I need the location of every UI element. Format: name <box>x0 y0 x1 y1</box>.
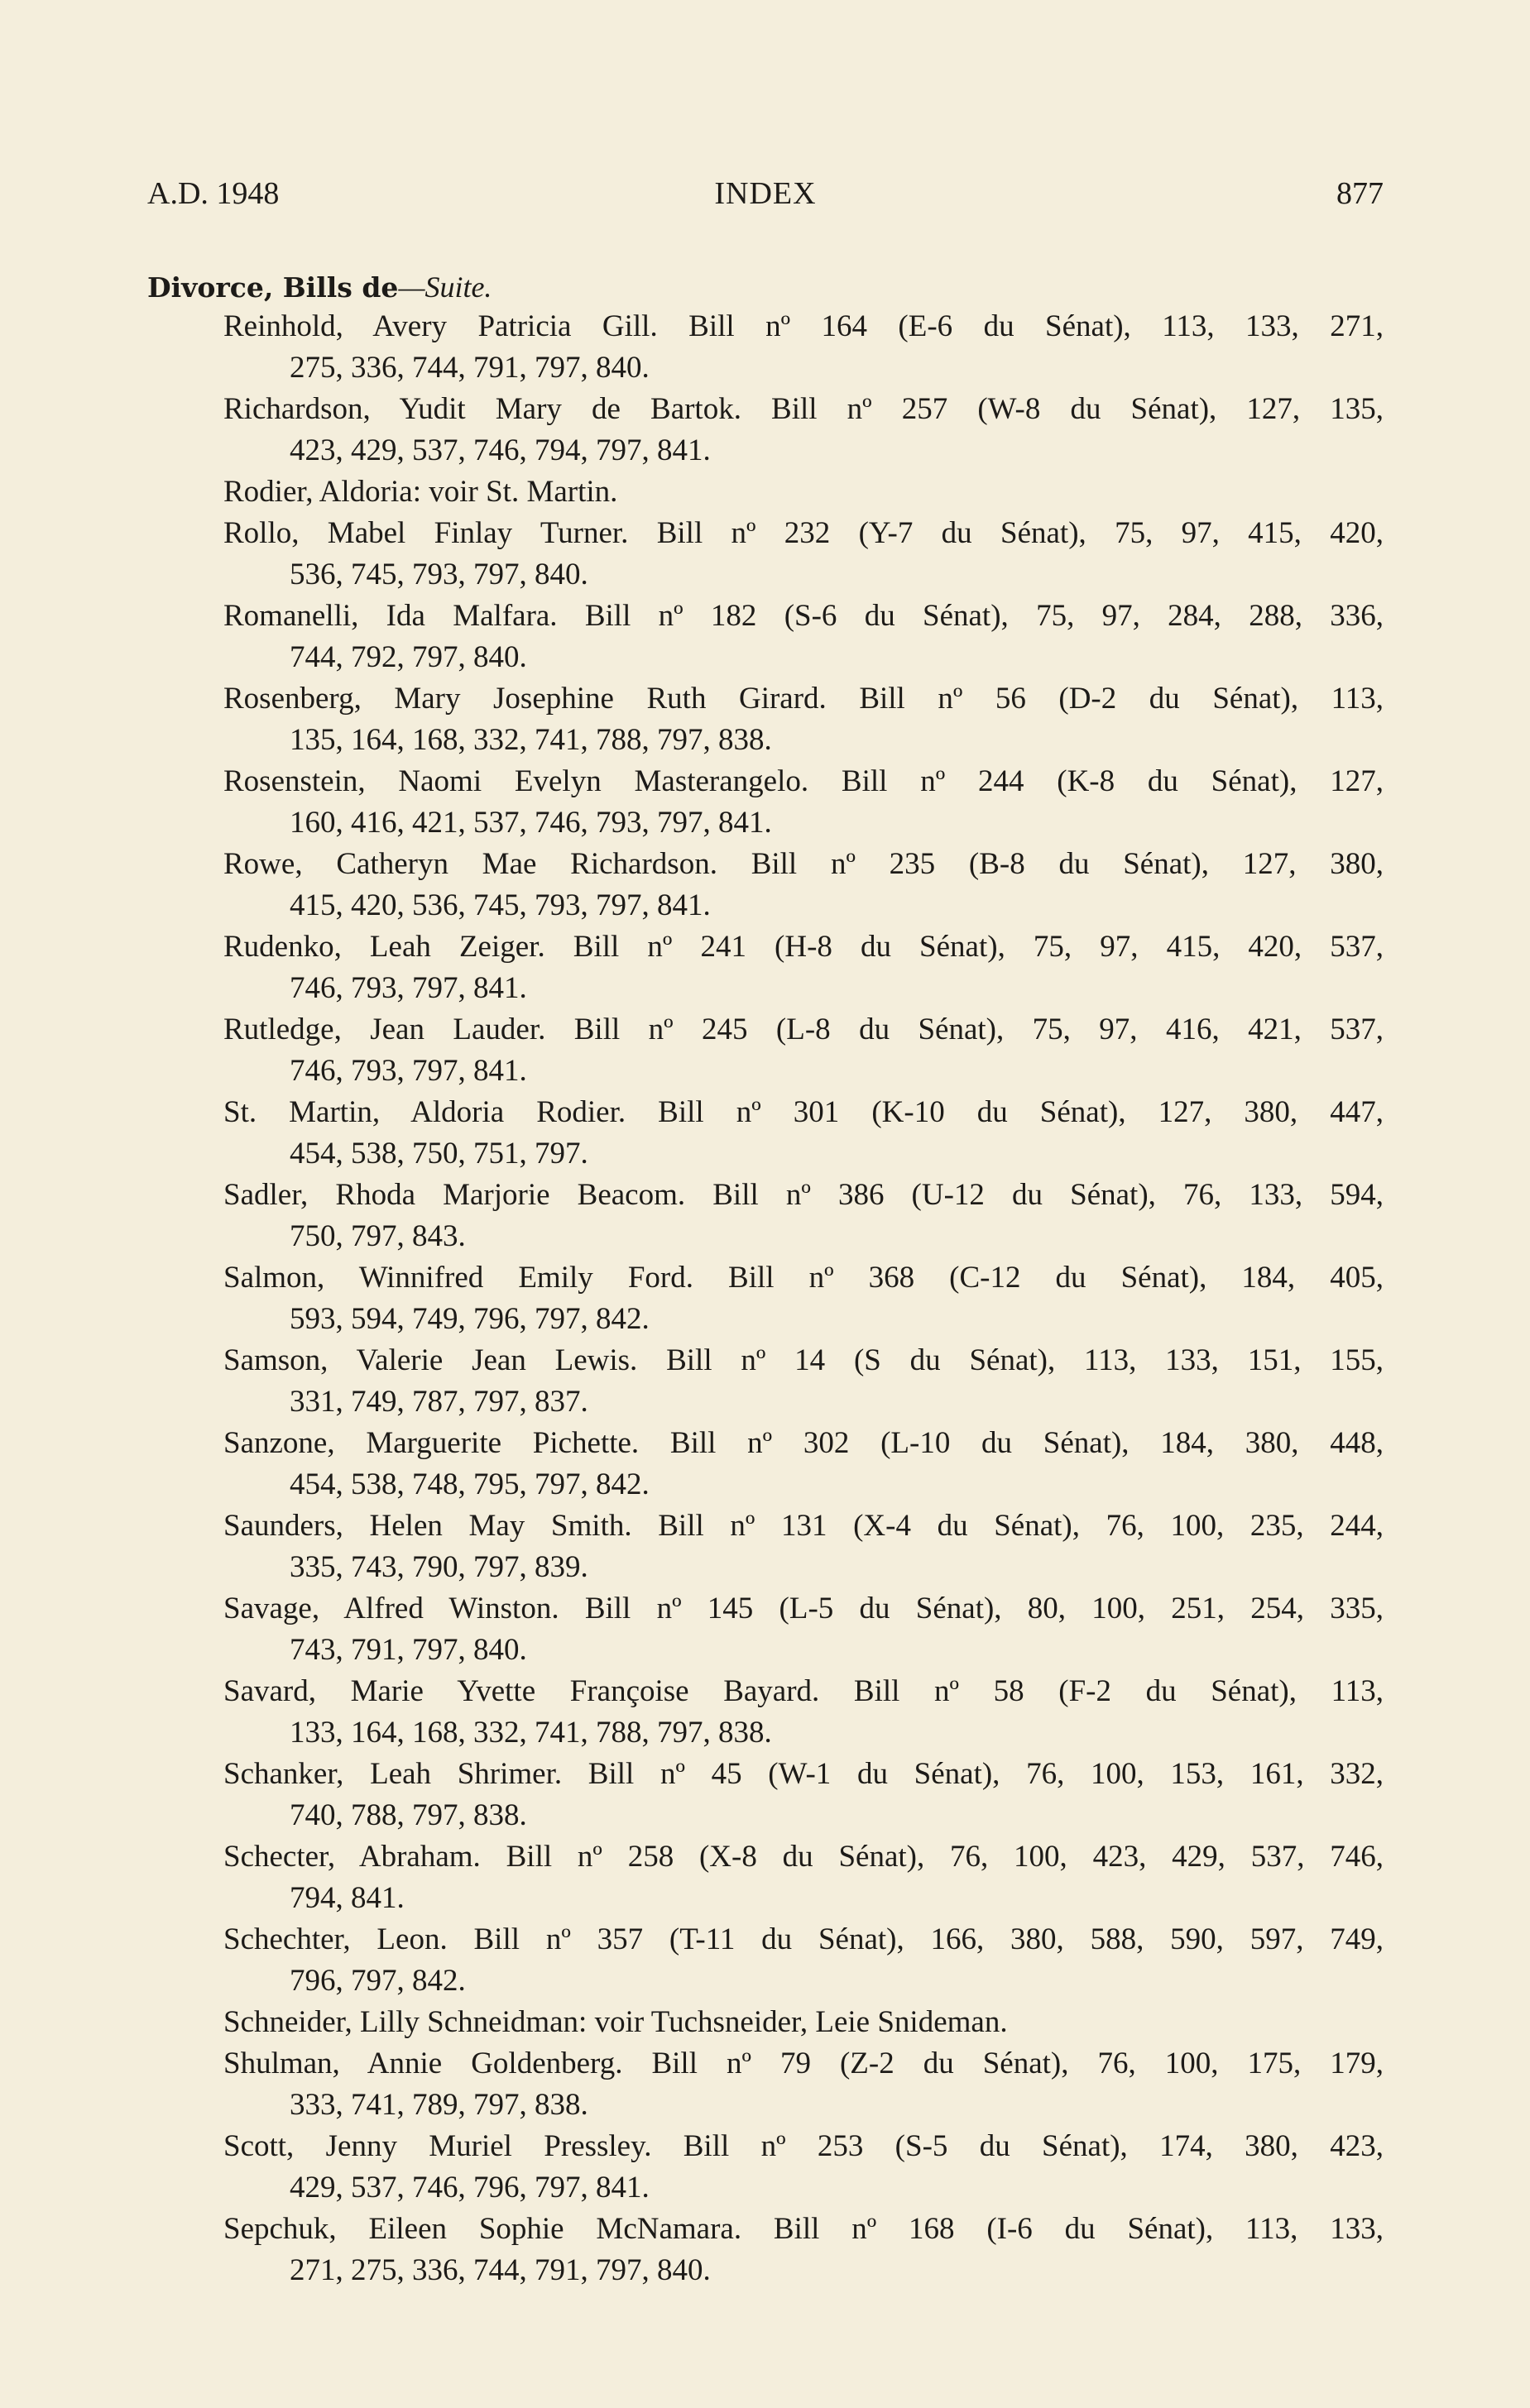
entry-first-line: Rosenberg, Mary Josephine Ruth Girard. Bill nº 56 (D-2 du Sénat), 113, <box>223 682 1384 716</box>
entry-first-line: Scott, Jenny Muriel Pressley. Bill nº 253 (S-5 du Sénat), 174, 380, 423, <box>223 2129 1384 2163</box>
entry-first-line: Samson, Valerie Jean Lewis. Bill nº 14 (S du Sénat), 113, 133, 151, 155, <box>223 1343 1384 1377</box>
index-entry <box>223 1919 1384 2002</box>
entry-first-line: Schanker, Leah Shrimer. Bill nº 45 (W-1 du Sénat), 76, 100, 153, 161, 332, <box>223 1757 1384 1791</box>
index-entry <box>223 761 1384 844</box>
entry-continuation-line: 333, 741, 789, 797, 838. <box>290 2088 588 2122</box>
entry-first-line: Sepchuk, Eileen Sophie McNamara. Bill nº 168 (I-6 du Sénat), 113, 133, <box>223 2212 1384 2246</box>
section-suite: —Suite. <box>398 270 492 304</box>
entry-first-line: Savage, Alfred Winston. Bill nº 145 (L-5 du Sénat), 80, 100, 251, 254, 335, <box>223 1592 1384 1625</box>
index-entry <box>223 1340 1384 1423</box>
index-entry <box>223 2126 1384 2209</box>
entry-continuation-line: 454, 538, 748, 795, 797, 842. <box>290 1467 650 1501</box>
entry-first-line: Rutledge, Jean Lauder. Bill nº 245 (L-8 du Sénat), 75, 97, 416, 421, 537, <box>223 1013 1384 1046</box>
index-entries <box>223 306 1384 2291</box>
index-entry <box>223 678 1384 761</box>
entry-first-line: Schechter, Leon. Bill nº 357 (T-11 du Sénat), 166, 380, 588, 590, 597, 749, <box>223 1922 1384 1956</box>
header-year: A.D. 1948 <box>147 176 280 211</box>
entry-first-line: Rudenko, Leah Zeiger. Bill nº 241 (H-8 du Sénat), 75, 97, 415, 420, 537, <box>223 930 1384 964</box>
entry-continuation-line: 415, 420, 536, 745, 793, 797, 841. <box>290 888 711 922</box>
index-entry <box>223 2043 1384 2126</box>
entry-continuation-line: 454, 538, 750, 751, 797. <box>290 1137 588 1170</box>
entry-continuation-line: 746, 793, 797, 841. <box>290 1054 527 1088</box>
entry-first-line: Salmon, Winnifred Emily Ford. Bill nº 368 (C-12 du Sénat), 184, 405, <box>223 1261 1384 1295</box>
entry-continuation-line: 423, 429, 537, 746, 794, 797, 841. <box>290 433 711 467</box>
header-title: INDEX <box>714 176 817 211</box>
index-entry <box>223 596 1384 678</box>
section-title: Divorce, Bills de <box>147 271 399 304</box>
entry-first-line: St. Martin, Aldoria Rodier. Bill nº 301 (K-10 du Sénat), 127, 380, 447, <box>223 1095 1384 1129</box>
entry-first-line: Saunders, Helen May Smith. Bill nº 131 (X-4 du Sénat), 76, 100, 235, 244, <box>223 1509 1384 1543</box>
entry-continuation-line: 160, 416, 421, 537, 746, 793, 797, 841. <box>290 806 772 840</box>
entry-continuation-line: 796, 797, 842. <box>290 1964 466 1998</box>
index-entry <box>223 1092 1384 1175</box>
entry-first-line: Sadler, Rhoda Marjorie Beacom. Bill nº 386 (U-12 du Sénat), 76, 133, 594, <box>223 1178 1384 1212</box>
entry-continuation-line: 133, 164, 168, 332, 741, 788, 797, 838. <box>290 1716 772 1750</box>
index-entry <box>223 1588 1384 1671</box>
index-entry <box>223 1836 1384 1919</box>
entry-first-line: Rosenstein, Naomi Evelyn Masterangelo. Bill nº 244 (K-8 du Sénat), 127, <box>223 764 1384 798</box>
page-number: 877 <box>1336 176 1384 211</box>
entry-continuation-line: 750, 797, 843. <box>290 1219 466 1253</box>
index-entry <box>223 1175 1384 1257</box>
index-entry <box>223 2209 1384 2291</box>
entry-continuation-line: 271, 275, 336, 744, 791, 797, 840. <box>290 2253 711 2287</box>
entry-first-line: Rowe, Catheryn Mae Richardson. Bill nº 235 (B-8 du Sénat), 127, 380, <box>223 847 1384 881</box>
entry-first-line: Savard, Marie Yvette Françoise Bayard. Bill nº 58 (F-2 du Sénat), 113, <box>223 1674 1384 1708</box>
entry-first-line: Rollo, Mabel Finlay Turner. Bill nº 232 (Y-7 du Sénat), 75, 97, 415, 420, <box>223 516 1384 550</box>
entry-continuation-line: 331, 749, 787, 797, 837. <box>290 1385 588 1419</box>
index-entry <box>223 513 1384 596</box>
entry-continuation-line: 744, 792, 797, 840. <box>290 640 527 674</box>
entry-first-line: Shulman, Annie Goldenberg. Bill nº 79 (Z-2 du Sénat), 76, 100, 175, 179, <box>223 2047 1384 2080</box>
index-entry <box>223 926 1384 1009</box>
index-entry <box>223 472 1384 513</box>
entry-continuation-line: 740, 788, 797, 838. <box>290 1798 527 1832</box>
entry-continuation-line: 275, 336, 744, 791, 797, 840. <box>290 351 650 385</box>
entry-continuation-line: 743, 791, 797, 840. <box>290 1633 527 1667</box>
index-entry <box>223 389 1384 472</box>
index-entry <box>223 306 1384 389</box>
entry-first-line: Sanzone, Marguerite Pichette. Bill nº 302 (L-10 du Sénat), 184, 380, 448, <box>223 1426 1384 1460</box>
index-entry <box>223 1506 1384 1588</box>
index-entry <box>223 2002 1384 2043</box>
entry-continuation-line: 794, 841. <box>290 1881 405 1915</box>
entry-continuation-line: 593, 594, 749, 796, 797, 842. <box>290 1302 650 1336</box>
index-entry <box>223 1423 1384 1506</box>
entry-first-line: Romanelli, Ida Malfara. Bill nº 182 (S-6 du Sénat), 75, 97, 284, 288, 336, <box>223 599 1384 633</box>
entry-continuation-line: 746, 793, 797, 841. <box>290 971 527 1005</box>
entry-continuation-line: 536, 745, 793, 797, 840. <box>290 558 588 591</box>
entry-first-line: Schecter, Abraham. Bill nº 258 (X-8 du Sénat), 76, 100, 423, 429, 537, 746, <box>223 1840 1384 1874</box>
index-entry <box>223 844 1384 926</box>
entry-first-line: Rodier, Aldoria: voir St. Martin. <box>223 475 618 509</box>
entry-first-line: Richardson, Yudit Mary de Bartok. Bill nº 257 (W-8 du Sénat), 127, 135, <box>223 392 1384 426</box>
index-entry <box>223 1754 1384 1836</box>
entry-continuation-line: 429, 537, 746, 796, 797, 841. <box>290 2171 650 2205</box>
index-entry <box>223 1009 1384 1092</box>
entry-first-line: Schneider, Lilly Schneidman: voir Tuchsneider, Leie Snideman. <box>223 2005 1008 2039</box>
index-entry <box>223 1257 1384 1340</box>
section-heading <box>147 270 492 304</box>
entry-continuation-line: 335, 743, 790, 797, 839. <box>290 1550 588 1584</box>
entry-first-line: Reinhold, Avery Patricia Gill. Bill nº 164 (E-6 du Sénat), 113, 133, 271, <box>223 309 1384 343</box>
entry-continuation-line: 135, 164, 168, 332, 741, 788, 797, 838. <box>290 723 772 757</box>
index-entry <box>223 1671 1384 1754</box>
page-header <box>147 175 1384 225</box>
